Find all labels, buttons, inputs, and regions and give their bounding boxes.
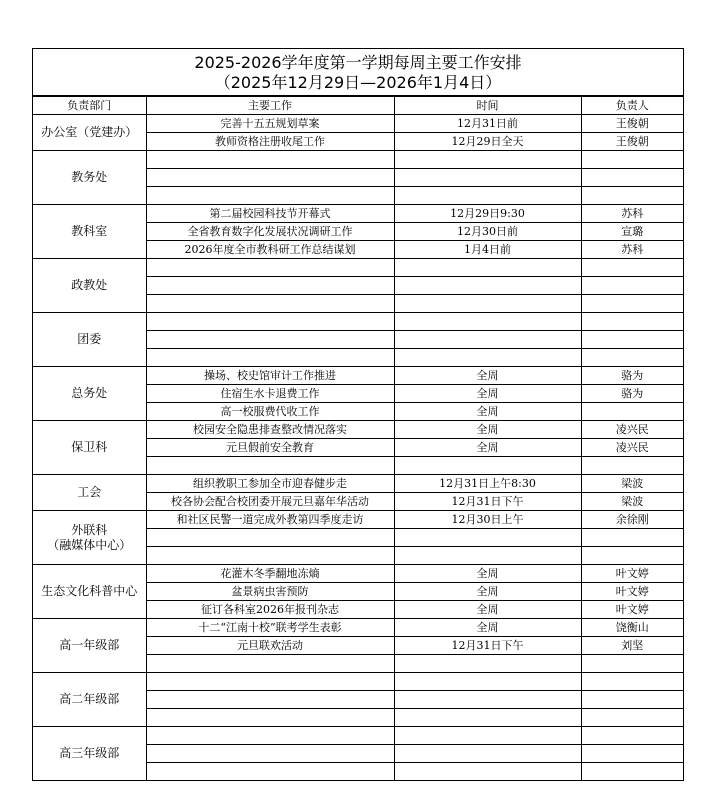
time-cell [394,457,581,475]
department-cell [33,151,146,205]
title-line-2: （2025年12月29日—2026年1月4日） [214,73,502,92]
task-cell [146,763,394,781]
owner-cell [581,313,683,331]
time-cell: 全周 [394,565,581,583]
time-cell: 12月31日下午 [394,493,581,511]
owner-cell: 王俊朝 [581,133,683,151]
owner-cell: 梁波 [581,475,683,493]
department-cell [33,475,146,511]
owner-cell: 骆为 [581,367,683,385]
table-row [33,151,683,169]
task-cell: 操场、校史馆审计工作推进 [146,367,394,385]
title-line-1: 2025-2026学年度第一学期每周主要工作安排 [194,53,522,72]
time-cell [394,727,581,745]
time-cell [394,745,581,763]
department-name: 外联科 （融媒体中心） [47,522,132,552]
task-cell: 校各协会配合校团委开展元旦嘉年华活动 [146,493,394,511]
header-department: 负责部门 [33,97,146,115]
time-cell [394,691,581,709]
task-cell [146,187,394,205]
task-cell [146,295,394,313]
schedule-table [33,96,683,781]
department-name: 政教处 [71,278,108,292]
owner-cell: 宣璐 [581,223,683,241]
time-cell [394,655,581,673]
table-row [33,313,683,331]
time-cell: 全周 [394,385,581,403]
time-cell: 全周 [394,421,581,439]
task-cell [146,655,394,673]
task-cell [146,691,394,709]
owner-cell: 骆为 [581,385,683,403]
time-cell [394,763,581,781]
header-row [33,97,683,115]
owner-cell [581,403,683,421]
time-cell [394,313,581,331]
time-cell: 12月29日9:30 [394,205,581,223]
table-row [33,421,683,439]
time-cell [394,529,581,547]
owner-cell: 苏科 [581,205,683,223]
time-cell: 12月30日前 [394,223,581,241]
department-name: 团委 [77,332,102,346]
task-cell: 教师资格注册收尾工作 [146,133,394,151]
department-cell [33,367,146,421]
task-cell: 和社区民警一道完成外教第四季度走访 [146,511,394,529]
department-cell [33,205,146,259]
department-name: 生态文化科普中心 [41,584,138,598]
owner-cell [581,349,683,367]
task-cell [146,349,394,367]
owner-cell [581,457,683,475]
owner-cell [581,529,683,547]
owner-cell: 凌兴民 [581,421,683,439]
owner-cell: 叶文婷 [581,583,683,601]
department-cell [33,259,146,313]
table-row [33,727,683,745]
task-cell [146,457,394,475]
sheet-title [33,49,683,96]
task-cell: 元旦联欢活动 [146,637,394,655]
department-name: 保卫科 [71,440,108,454]
task-cell [146,745,394,763]
table-row [33,367,683,385]
department-cell [33,421,146,475]
time-cell [394,169,581,187]
time-cell [394,277,581,295]
task-cell: 住宿生水卡退费工作 [146,385,394,403]
department-name: 教科室 [71,224,108,238]
time-cell [394,673,581,691]
task-cell: 校园安全隐患排查整改情况落实 [146,421,394,439]
task-cell: 十二“江南十校”联考学生表彰 [146,619,394,637]
time-cell: 全周 [394,439,581,457]
owner-cell: 余徐刚 [581,511,683,529]
owner-cell: 刘坚 [581,637,683,655]
task-cell [146,673,394,691]
time-cell: 全周 [394,619,581,637]
time-cell: 全周 [394,601,581,619]
header-owner: 负责人 [581,97,683,115]
owner-cell [581,331,683,349]
owner-cell [581,709,683,727]
owner-cell [581,673,683,691]
header-task: 主要工作 [146,97,394,115]
time-cell: 全周 [394,403,581,421]
department-cell [33,727,146,781]
task-cell: 第二届校园科技节开幕式 [146,205,394,223]
owner-cell: 叶文婷 [581,601,683,619]
owner-cell [581,277,683,295]
time-cell [394,709,581,727]
task-cell: 花灌木冬季翻地冻熵 [146,565,394,583]
time-cell [394,187,581,205]
owner-cell [581,727,683,745]
department-cell [33,565,146,619]
header-time: 时间 [394,97,581,115]
owner-cell [581,655,683,673]
owner-cell [581,547,683,565]
table-row [33,673,683,691]
task-cell [146,277,394,295]
time-cell: 12月31日前 [394,115,581,133]
task-cell [146,709,394,727]
task-cell [146,313,394,331]
time-cell: 全周 [394,583,581,601]
time-cell: 12月31日上午8:30 [394,475,581,493]
time-cell [394,547,581,565]
table-row [33,115,683,133]
owner-cell [581,259,683,277]
department-name: 高三年级部 [59,746,120,760]
department-cell [33,115,146,151]
owner-cell [581,187,683,205]
table-row [33,565,683,583]
table-row [33,511,683,529]
task-cell: 组织教职工参加全市迎春健步走 [146,475,394,493]
task-cell [146,529,394,547]
department-cell [33,619,146,673]
schedule-sheet [32,48,684,781]
department-cell [33,313,146,367]
task-cell [146,547,394,565]
time-cell [394,259,581,277]
table-row [33,205,683,223]
department-name: 办公室（党建办） [41,125,138,139]
owner-cell [581,295,683,313]
table-row [33,259,683,277]
time-cell [394,151,581,169]
time-cell: 12月29日全天 [394,133,581,151]
owner-cell: 叶文婷 [581,565,683,583]
owner-cell [581,745,683,763]
task-cell: 2026年度全市教科研工作总结谋划 [146,241,394,259]
department-cell [33,673,146,727]
time-cell: 12月30日上午 [394,511,581,529]
owner-cell [581,151,683,169]
owner-cell: 梁波 [581,493,683,511]
task-cell: 元旦假前安全教育 [146,439,394,457]
department-name: 高二年级部 [59,692,120,706]
owner-cell: 饶衡山 [581,619,683,637]
task-cell [146,331,394,349]
time-cell: 全周 [394,367,581,385]
department-name: 总务处 [71,386,108,400]
task-cell: 征订各科室2026年报刊杂志 [146,601,394,619]
owner-cell [581,763,683,781]
task-cell: 全省教育数字化发展状况调研工作 [146,223,394,241]
task-cell [146,727,394,745]
schedule-body [33,115,683,781]
time-cell [394,295,581,313]
owner-cell: 王俊朝 [581,115,683,133]
department-cell [33,511,146,565]
owner-cell [581,169,683,187]
table-row [33,475,683,493]
department-name: 工会 [77,485,102,499]
owner-cell: 苏科 [581,241,683,259]
owner-cell [581,691,683,709]
owner-cell: 凌兴民 [581,439,683,457]
task-cell [146,259,394,277]
task-cell: 完善十五五规划草案 [146,115,394,133]
task-cell: 盆景病虫害预防 [146,583,394,601]
task-cell [146,169,394,187]
task-cell: 高一校服费代收工作 [146,403,394,421]
table-row [33,619,683,637]
department-name: 高一年级部 [59,638,120,652]
time-cell [394,331,581,349]
task-cell [146,151,394,169]
department-name: 教务处 [71,170,108,184]
time-cell [394,349,581,367]
time-cell: 1月4日前 [394,241,581,259]
time-cell: 12月31日下午 [394,637,581,655]
